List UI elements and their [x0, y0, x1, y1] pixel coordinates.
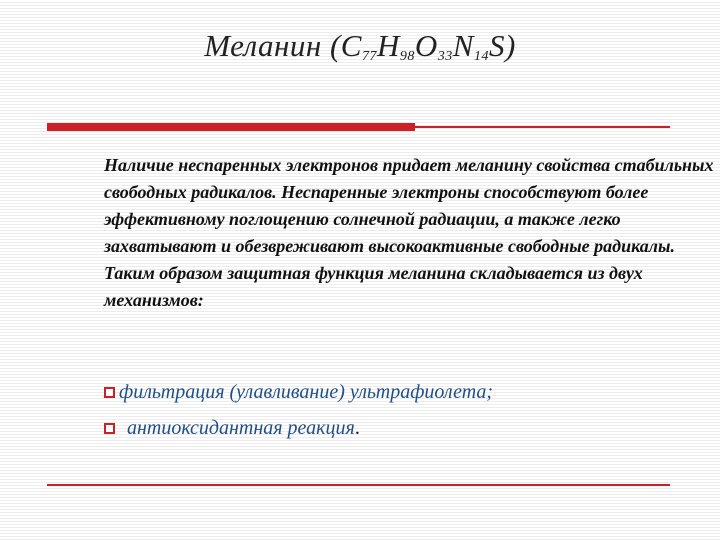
title-divider-accent	[47, 123, 415, 131]
list-item	[104, 374, 714, 410]
title-h: H	[376, 28, 400, 63]
slide-body	[104, 152, 714, 314]
list-item-period: .	[354, 416, 360, 439]
list-item-text: антиоксидантная реакция	[127, 416, 355, 439]
title-o: O	[414, 28, 438, 63]
square-bullet-icon	[104, 423, 115, 434]
title-n: N	[452, 28, 474, 63]
square-bullet-icon	[104, 387, 115, 398]
mechanism-list	[104, 374, 714, 446]
slide-title	[0, 28, 720, 65]
title-c-subscript: 77	[361, 49, 377, 64]
list-item	[104, 410, 714, 446]
body-paragraph-1: Наличие неспаренных электронов придает меланину свойства стабильных свободных радикалов. Неспаренные электроны способствуют более эффективному поглощению солнечной радиации, а также легко захватывают и обезвреживают высокоактивные свободные радикалы.	[104, 155, 714, 256]
body-paragraph-2: Таким образом защитная функция меланина складывается из двух механизмов:	[104, 263, 643, 310]
title-prefix: Меланин (C	[204, 28, 362, 63]
title-o-subscript: 33	[437, 49, 453, 64]
title-h-subscript: 98	[399, 49, 415, 64]
list-item-text: фильтрация (улавливание) ультрафиолета;	[119, 380, 494, 403]
title-s: S)	[488, 28, 516, 63]
footer-divider	[47, 484, 670, 486]
title-n-subscript: 14	[473, 49, 489, 64]
